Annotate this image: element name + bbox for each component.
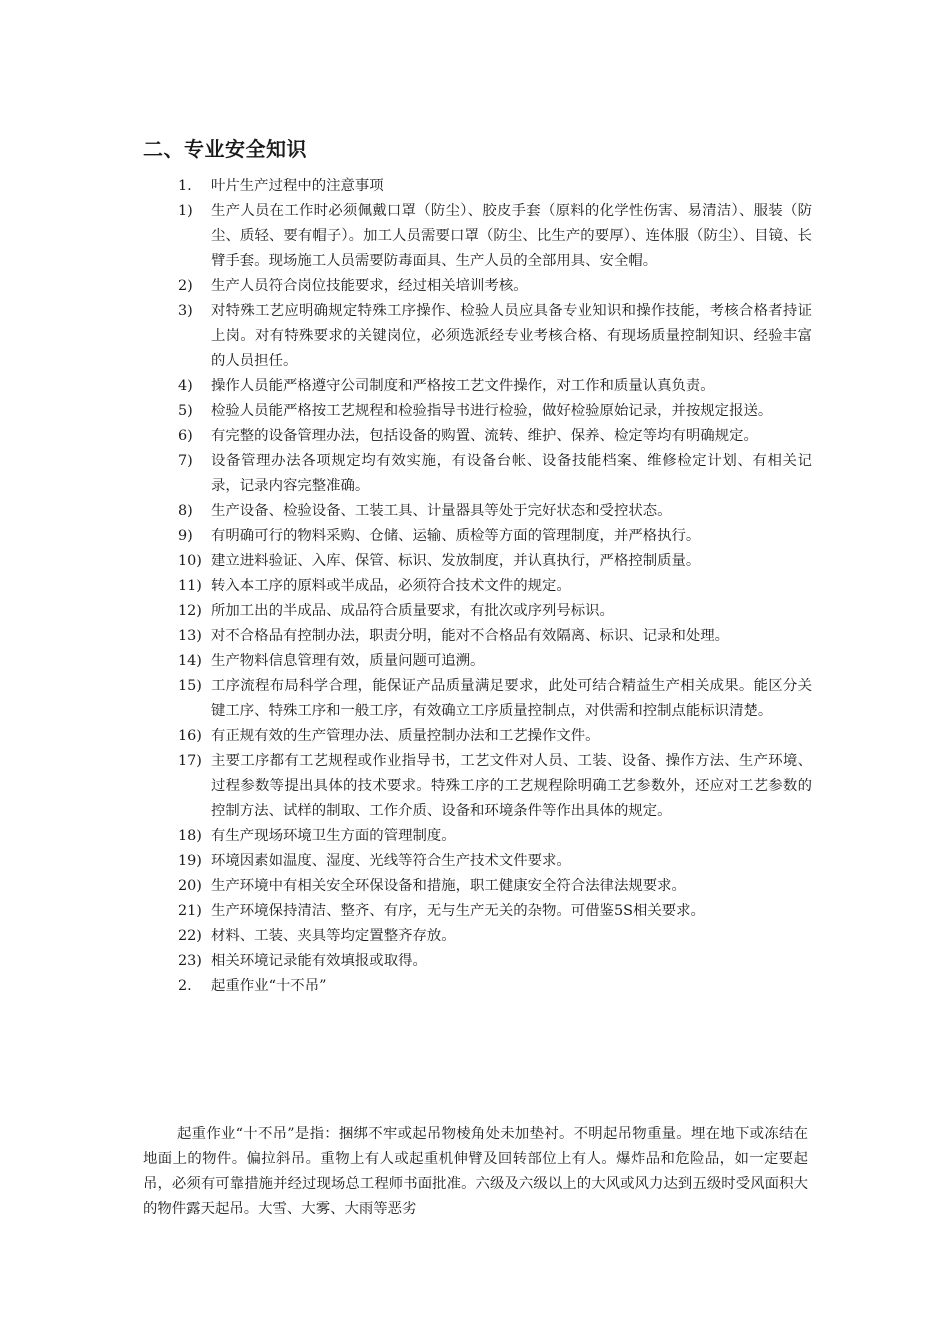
- list-item-text: 环境因素如温度、湿度、光线等符合生产技术文件要求。: [211, 853, 571, 869]
- list-item-text: 起重作业“十不吊”: [211, 978, 327, 994]
- list-item: [0, 724, 950, 749]
- list-item-number: 23): [178, 953, 202, 969]
- list-item: [0, 399, 950, 424]
- list-item: [0, 524, 950, 549]
- list-item-number: 3): [178, 303, 193, 319]
- list-item-text: 生产人员符合岗位技能要求，经过相关培训考核。: [211, 278, 528, 294]
- list-item-text: 对特殊工艺应明确规定特殊工序操作、检验人员应具备专业知识和操作技能，考核合格者持证上岗。对有特殊要求的关键岗位，必须选派经专业考核合格、有现场质量控制知识、经验丰富的人员担任。: [211, 303, 812, 369]
- list-item-number: 5): [178, 403, 193, 419]
- list-item-text: 生产人员在工作时必须佩戴口罩（防尘）、胶皮手套（原料的化学性伤害、易清洁）、服装（防尘、质轻、要有帽子）。加工人员需要口罩（防尘、比生产的要厚）、连体服（防尘）、目镜、长臂手套。现场施工人员需要防毒面具、生产人员的全部用具、安全帽。: [211, 203, 812, 269]
- list-item: [0, 649, 950, 674]
- list-item: [0, 299, 950, 374]
- list-item-number: 15): [178, 678, 202, 694]
- list-item: [0, 824, 950, 849]
- list-item-text: 主要工序都有工艺规程或作业指导书，工艺文件对人员、工装、设备、操作方法、生产环境、过程参数等提出具体的技术要求。特殊工序的工艺规程除明确工艺参数外，还应对工艺参数的控制方法、试样的制取、工作介质、设备和环境条件等作出具体的规定。: [211, 753, 812, 819]
- list-item: [0, 624, 950, 649]
- body-paragraph: 起重作业“十不吊”是指：捆绑不牢或起吊物棱角处未加垫衬。不明起吊物重量。埋在地下或冻结在地面上的物件。偏拉斜吊。重物上有人或起重机伸臂及回转部位上有人。爆炸品和危险品，如一定要起吊，必须有可靠措施并经过现场总工程师书面批准。六级及六级以上的大风或风力达到五级时受风面积大的物件露天起吊。大雪、大雾、大雨等恶劣: [143, 1126, 808, 1217]
- list-item: [0, 274, 950, 299]
- list-item: [0, 499, 950, 524]
- list-item-text: 对不合格品有控制办法，职责分明，能对不合格品有效隔离、标识、记录和处理。: [211, 628, 730, 644]
- list-item-number: 17): [178, 753, 202, 769]
- list-item-text: 工序流程布局科学合理，能保证产品质量满足要求，此处可结合精益生产相关成果。能区分关键工序、特殊工序和一般工序，有效确立工序质量控制点，对供需和控制点能标识清楚。: [211, 678, 812, 719]
- list-item-text: 生产物料信息管理有效，质量问题可追溯。: [211, 653, 485, 669]
- list-item-number: 19): [178, 853, 202, 869]
- list-item-text: 转入本工序的原料或半成品，必须符合技术文件的规定。: [211, 578, 571, 594]
- list-item-text: 生产设备、检验设备、工装工具、计量器具等处于完好状态和受控状态。: [211, 503, 672, 519]
- list-item-number: 12): [178, 603, 202, 619]
- list-item-text: 所加工出的半成品、成品符合质量要求，有批次或序列号标识。: [211, 603, 614, 619]
- numbered-list: [0, 174, 950, 999]
- list-item: [0, 549, 950, 574]
- list-item-text: 生产环境保持清洁、整齐、有序，无与生产无关的杂物。可借鉴5S相关要求。: [211, 903, 705, 919]
- list-item: [0, 899, 950, 924]
- list-item: [0, 924, 950, 949]
- list-item-text: 检验人员能严格按工艺规程和检验指导书进行检验，做好检验原始记录，并按规定报送。: [211, 403, 773, 419]
- list-item-number: 11): [178, 578, 202, 594]
- list-item-number: 16): [178, 728, 202, 744]
- list-item: [0, 574, 950, 599]
- list-item: [0, 424, 950, 449]
- list-item-number: 2): [178, 278, 193, 294]
- list-item-number: 2.: [178, 978, 192, 994]
- list-item-number: 22): [178, 928, 202, 944]
- list-item-text: 有正规有效的生产管理办法、质量控制办法和工艺操作文件。: [211, 728, 600, 744]
- list-item-text: 操作人员能严格遵守公司制度和严格按工艺文件操作，对工作和质量认真负责。: [211, 378, 715, 394]
- section-title: 二、专业安全知识: [143, 137, 307, 161]
- list-item-number: 7): [178, 453, 193, 469]
- list-item-number: 10): [178, 553, 202, 569]
- list-item: [0, 674, 950, 724]
- list-item: [0, 449, 950, 499]
- list-item: [0, 599, 950, 624]
- list-item-number: 21): [178, 903, 202, 919]
- list-item: [0, 874, 950, 899]
- list-item-number: 1.: [178, 178, 192, 194]
- list-item-text: 生产环境中有相关安全环保设备和措施，职工健康安全符合法律法规要求。: [211, 878, 686, 894]
- list-item-text: 建立进料验证、入库、保管、标识、发放制度，并认真执行，严格控制质量。: [211, 553, 701, 569]
- list-item-text: 有明确可行的物料采购、仓储、运输、质检等方面的管理制度，并严格执行。: [211, 528, 701, 544]
- list-item-number: 6): [178, 428, 193, 444]
- list-item-number: 20): [178, 878, 202, 894]
- list-item-number: 1): [178, 203, 193, 219]
- section-heading-item: [0, 974, 950, 999]
- list-item-number: 18): [178, 828, 202, 844]
- list-item-number: 13): [178, 628, 202, 644]
- list-item: [0, 849, 950, 874]
- list-item-text: 材料、工装、夹具等均定置整齐存放。: [211, 928, 456, 944]
- list-item-number: 4): [178, 378, 193, 394]
- list-item-text: 设备管理办法各项规定均有效实施，有设备台帐、设备技能档案、维修检定计划、有相关记录，记录内容完整准确。: [211, 453, 812, 494]
- list-item-number: 9): [178, 528, 193, 544]
- list-item-text: 相关环境记录能有效填报或取得。: [211, 953, 427, 969]
- list-item-number: 8): [178, 503, 193, 519]
- section-heading-item: [0, 174, 950, 199]
- list-item: [0, 374, 950, 399]
- list-item: [0, 199, 950, 274]
- list-item-number: 14): [178, 653, 202, 669]
- list-item-text: 叶片生产过程中的注意事项: [211, 178, 384, 194]
- list-item-text: 有完整的设备管理办法，包括设备的购置、流转、维护、保养、检定等均有明确规定。: [211, 428, 758, 444]
- list-item: [0, 949, 950, 974]
- list-item-text: 有生产现场环境卫生方面的管理制度。: [211, 828, 456, 844]
- list-item: [0, 749, 950, 824]
